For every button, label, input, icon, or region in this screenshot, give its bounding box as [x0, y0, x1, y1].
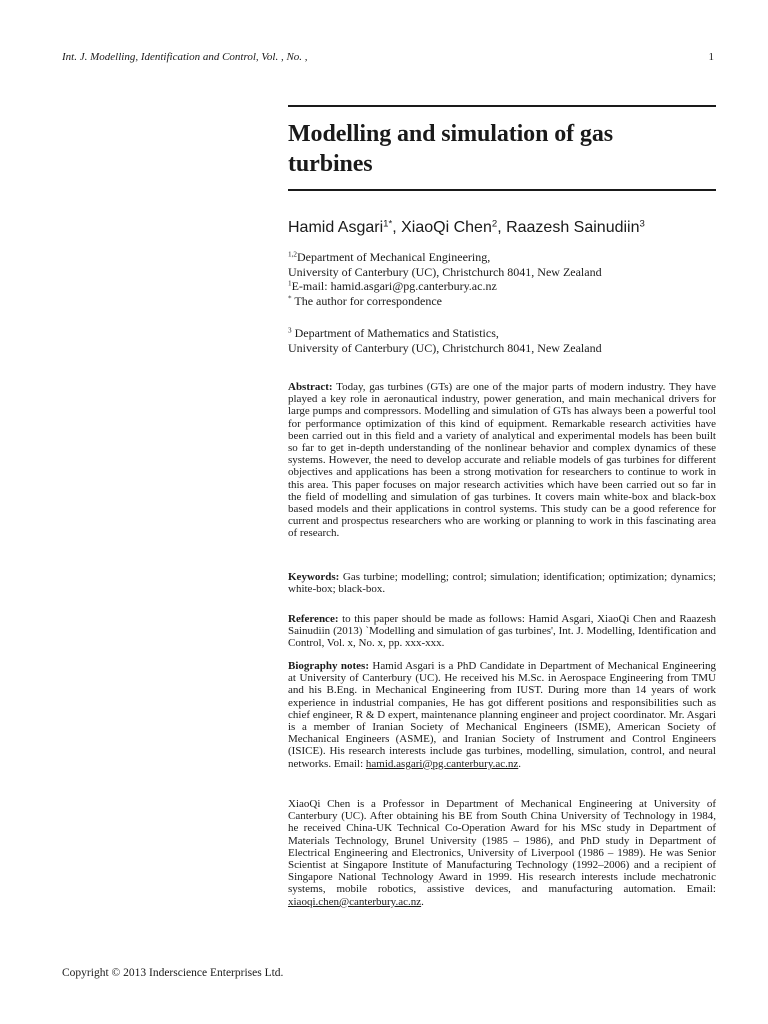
- title-top-rule: [288, 105, 716, 107]
- author-name: XiaoQi Chen: [401, 219, 492, 236]
- biography-end: .: [518, 757, 522, 770]
- abstract-label: Abstract:: [288, 381, 333, 393]
- biography-email-link[interactable]: hamid.asgari@pg.canterbury.ac.nz: [365, 757, 519, 770]
- keywords-paragraph: [288, 571, 716, 595]
- abstract-text: Today, gas turbines (GTs) are one of the major parts of modern industry. They have played a key role in aeronautical industry, power generation, and main mechanical drivers for large pumps and compressors. Modelling and simulation of GTs has always been a powerful tool for performance optimization of this kind of equipment. Remarkable research activities have been carried out in this field and a variety of analytical and experimental models has been built so far to get in-depth understanding of the nonlinear behavior and complex dynamics of these systems. However, the need to develop accurate and reliable models of gas turbines for different objectives and applications has been a strong motivation for researchers to continue to work in this area. This paper focuses on major research activities which have been carried out so far in the field of modelling and simulation of gas turbines. It covers main white-box and black-box based models and their applications in control systems. This study can be a good reference for current and prospectus researchers who are working or planning to work in this fascinating area of research.: [288, 381, 716, 540]
- correspondence-mark: *: [288, 294, 292, 303]
- abstract-section: [288, 381, 716, 540]
- reference-label: Reference:: [288, 613, 339, 625]
- author-affiliation-mark: 2: [491, 218, 498, 230]
- author-separator: ,: [392, 219, 402, 236]
- chen-biography-end: .: [421, 895, 424, 908]
- paper-title: [288, 119, 716, 179]
- title-line-1: Modelling and simulation of gas: [288, 121, 613, 147]
- copyright-notice: Copyright © 2013 Inderscience Enterprises Ltd.: [62, 967, 284, 979]
- keywords-label: Keywords:: [288, 571, 340, 583]
- affiliation-mark: 1,2: [288, 250, 297, 259]
- page-number: 1: [708, 51, 714, 63]
- biography-paragraph: [288, 660, 716, 770]
- affiliation-line: University of Canterbury (UC), Christchurch 8041, New Zealand: [288, 264, 602, 279]
- title-block: [288, 105, 716, 191]
- author-separator: ,: [497, 219, 507, 236]
- abstract-paragraph: [288, 381, 716, 540]
- affiliation-mark: 3: [288, 326, 292, 335]
- keywords-section: [288, 571, 716, 595]
- author-email: E-mail: hamid.asgari@pg.canterbury.ac.nz: [291, 279, 497, 294]
- correspondence-note: The author for correspondence: [291, 293, 442, 308]
- author-name: Raazesh Sainudiin: [506, 219, 640, 236]
- affiliation-line: [288, 294, 716, 309]
- biography-label: Biography notes:: [288, 660, 370, 672]
- reference-paragraph: [288, 613, 716, 650]
- author-name: Hamid Asgari: [288, 219, 384, 236]
- affiliation-mark: 1: [288, 279, 292, 288]
- affiliation-line: [288, 279, 716, 294]
- chen-biography-paragraph: [288, 798, 716, 908]
- biography-text: Hamid Asgari is a PhD Candidate in Department of Mechanical Engineering at University of Canterbury (UC). He received his M.Sc. in Aerospace Engineering from TMU and his B.Eng. in Mechanical Engineering from IUST. During more than 14 years of work experience in industrial companies, He has got different positions and responsibilities such as chief engineer, R & D expert, maintenance planning engineer and project coordinator. Mr. Asgari is a member of Iranian Society of Mechanical Engineers (ISME), American Society of Mechanical Engineers (ASME), and Iranian Society of Instrument and Control Engineers (ISICE). His research interests include gas turbines, modelling, simulation, control, and neural networks. Email:: [288, 660, 716, 770]
- reference-text: to this paper should be made as follows: Hamid Asgari, XiaoQi Chen and Raazesh Sainudiin (2013) `Modelling and simulation of gas turbines', Int. J. Modelling, Identification and Control, Vol. x, No. x, pp. xxx-xxx.: [288, 613, 716, 650]
- affiliation-line: [288, 326, 716, 341]
- chen-email-link[interactable]: xiaoqi.chen@canterbury.ac.nz: [288, 895, 422, 908]
- reference-section: [288, 613, 716, 650]
- journal-citation: Int. J. Modelling, Identification and Control, Vol. , No. ,: [62, 51, 308, 63]
- affiliation-block-1: [288, 250, 716, 308]
- author-list: [288, 218, 718, 238]
- chen-biography-text: XiaoQi Chen is a Professor in Department of Mechanical Engineering at University of Canterbury (UC). After obtaining his BE from South China University of Technology in 1984, he received China-UK Technical Co-Operation Award for his MSc study in Department of Materials Technology, Brunel University (1985 – 1986), and PhD study in Department of Electrical Engineering and Electronics, University of Liverpool (1986 – 1989). He was Senior Scientist at Singapore Institute of Manufacturing Technology (1992–2006) and a recipient of Singapore National Technology Award in 1999. His research interests include mechatronic systems, mobile robotics, assistive devices, and manufacturing automation. Email:: [288, 798, 716, 896]
- affiliation-block-2: [288, 326, 716, 355]
- affiliation-line: [288, 250, 716, 265]
- affiliation-text: Department of Mathematics and Statistics,: [291, 326, 499, 340]
- author-affiliation-mark: 3: [639, 218, 645, 230]
- title-bottom-rule: [288, 189, 716, 191]
- affiliation-text: Department of Mechanical Engineering,: [296, 250, 491, 264]
- author-affiliation-mark: 1*: [383, 218, 393, 230]
- affiliation-line: University of Canterbury (UC), Christchurch 8041, New Zealand: [288, 340, 602, 355]
- keywords-text: Gas turbine; modelling; control; simulation; identification; optimization; dynamics; white-box; black-box.: [288, 571, 716, 596]
- running-header: [62, 50, 714, 64]
- chen-biography-section: [288, 798, 716, 908]
- biography-section: [288, 660, 716, 770]
- title-line-2: turbines: [288, 151, 373, 177]
